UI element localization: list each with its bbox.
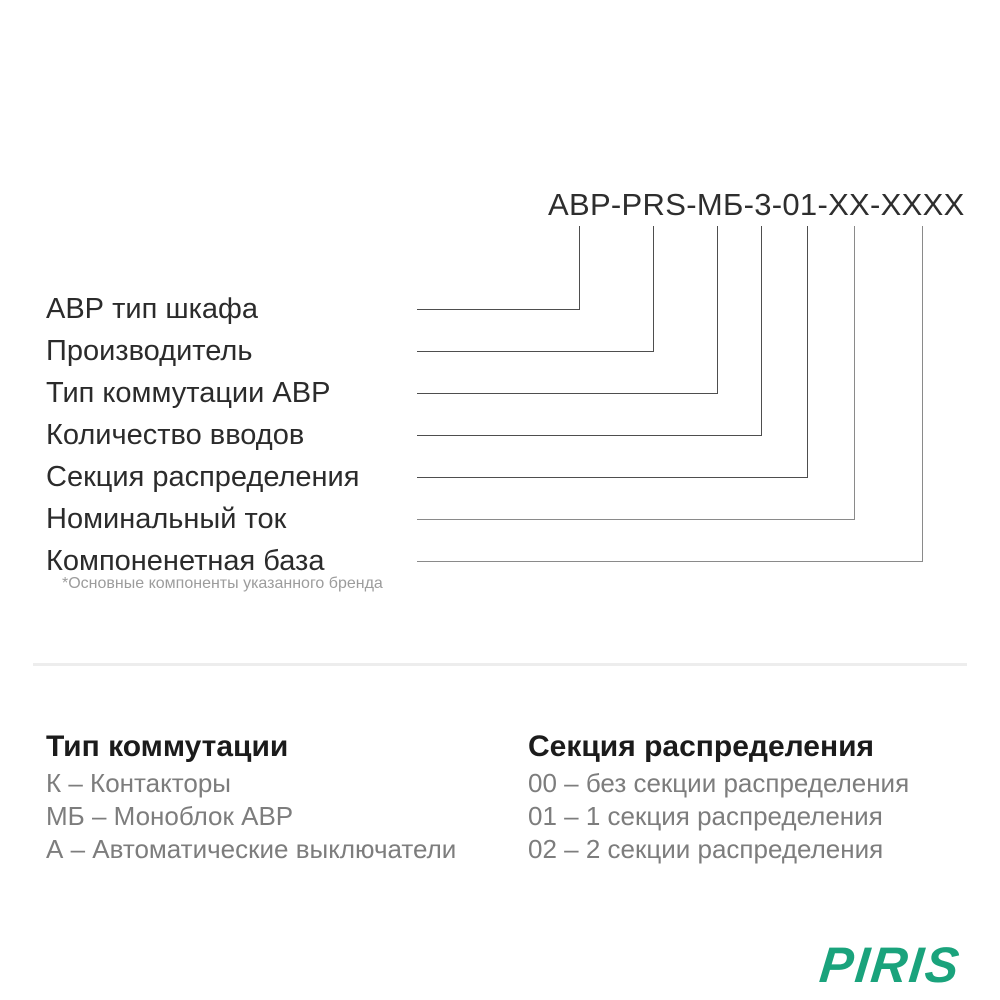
label-nominal-current: Номинальный ток [46,503,287,535]
commutation-legend [46,727,456,866]
component-base-footnote: *Основные компоненты указанного бренда [62,575,383,592]
label-commutation-type: Тип коммутации АВР [46,377,331,409]
label-inputs-count: Количество вводов [46,419,305,451]
connector-line-component-base [417,226,923,562]
legend-item-contactors: К – Контакторы [46,768,231,798]
legend-item-no-section: 00 – без секции распределения [528,768,910,798]
label-component-base: Компоненетная база [46,545,325,577]
piris-logo: PIRIS [817,937,964,993]
commutation-legend-title: Тип коммутации [46,730,289,763]
product-code: АВР-PRS-МБ-3-01-XX-XXXX [548,187,965,222]
legend-item-two-sections: 02 – 2 секции распределения [528,834,884,864]
label-cabinet-type: АВР тип шкафа [46,293,259,325]
label-manufacturer: Производитель [46,335,253,367]
legend-item-one-section: 01 – 1 секция распределения [528,801,883,831]
section-divider [33,663,967,666]
distribution-legend-title: Секция распределения [528,730,875,763]
code-field-labels [46,288,359,582]
distribution-legend [528,727,909,866]
legend-item-monoblock: МБ – Моноблок АВР [46,801,294,831]
label-distribution-section: Секция распределения [46,461,360,493]
legend-item-breakers: А – Автоматические выключатели [46,834,457,864]
